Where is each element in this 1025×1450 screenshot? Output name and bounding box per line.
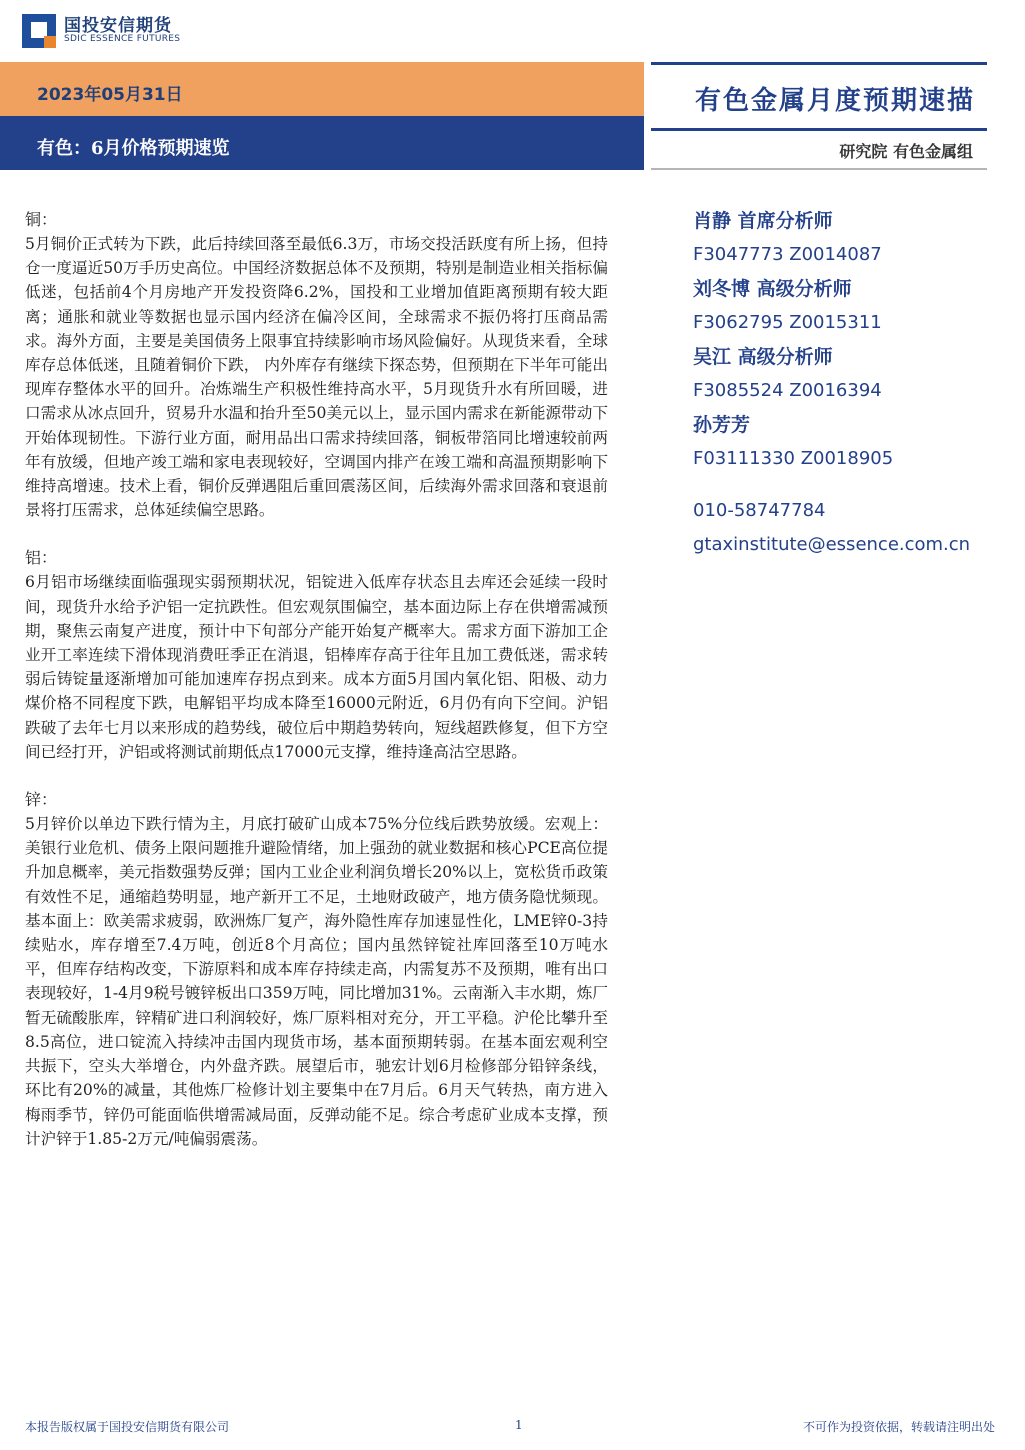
title-box bbox=[651, 62, 987, 128]
divider bbox=[651, 62, 987, 65]
section-heading: 铜： bbox=[25, 210, 58, 229]
section-text: 5月铜价正式转为下跌，此后持续回落至最低6.3万，市场交投活跃度有所上扬，但持仓一度逼近50万手历史高位。中国经济数据总体不及预期，特别是制造业相关指标偏低迷，包括前4个月房地产开发投资降6.2%，国投和工业增加值距离预期有较大距离；通胀和就业等数据也显示国内经济在偏冷区间，全球需求不振仍将打压商品需求。海外方面，主要是美国债务上限事宜持续影响市场风险偏好。从现货来看，全球库存总体低迷，且随着铜价下跌， 内外库存有继续下探态势，但预期在下半年可能出现库存整体水平的回升。冶炼端生产积极性维持高水平，5月现货升水有所回暖，进口需求从冰点回升，贸易升水温和抬升至50美元以上，显示国内需求在新能源带动下开始体现韧性。下游行业方面，耐用品出口需求持续回落，铜板带箔同比增速较前两年有放缓，但地产竣工端和家电表现较好，空调国内排产在竣工端和高温预期影响下维持高增速。技术上看，铜价反弹遇阻后重回震荡区间，后续海外需求回落和衰退前景将打压需求，总体延续偏空思路。 bbox=[25, 235, 608, 520]
analyst-entry bbox=[693, 412, 1013, 472]
analyst-license: F3085524 Z0016394 bbox=[693, 380, 882, 401]
analyst-sidebar bbox=[693, 208, 1013, 562]
section-heading: 铝： bbox=[25, 548, 58, 568]
contact-block bbox=[693, 494, 1013, 562]
analyst-license: F3047773 Z0014087 bbox=[693, 244, 882, 265]
divider bbox=[651, 128, 987, 131]
analyst-name: 刘冬博 高级分析师 bbox=[693, 278, 852, 300]
logo-name-cn: 国投安信期货 bbox=[64, 15, 172, 36]
department-label: 研究院 有色金属组 bbox=[839, 142, 973, 161]
logo-icon bbox=[22, 14, 56, 48]
section-zinc bbox=[25, 788, 608, 1151]
logo-name-en: SDIC ESSENCE FUTURES bbox=[64, 34, 181, 45]
report-date: 2023年05月31日 bbox=[37, 85, 183, 105]
analyst-name: 肖静 首席分析师 bbox=[693, 210, 833, 232]
report-subtitle: 有色：6月价格预期速览 bbox=[37, 138, 230, 159]
section-aluminum bbox=[25, 546, 608, 764]
contact-phone: 010-58747784 bbox=[693, 500, 826, 521]
contact-email[interactable]: gtaxinstitute@essence.com.cn bbox=[693, 534, 971, 555]
analyst-entry bbox=[693, 344, 1013, 404]
page-number: 1 bbox=[515, 1418, 523, 1432]
analyst-entry bbox=[693, 276, 1013, 336]
disclaimer-note: 不可作为投资依据，转载请注明出处 bbox=[802, 1420, 995, 1434]
report-body bbox=[25, 208, 608, 1175]
section-text: 6月铝市场继续面临强现实弱预期状况，铝锭进入低库存状态且去库还会延续一段时间，现货升水给予沪铝一定抗跌性。但宏观氛围偏空，基本面边际上存在供增需减预期，聚焦云南复产进度，预计中下旬部分产能开始复产概率大。需求方面下游加工企业开工率连续下滑体现消费旺季正在消退，铝棒库存高于往年且加工费低迷，需求转弱后铸锭量逐渐增加可能加速库存拐点到来。成本方面5月国内氧化铝、阳极、动力煤价格不同程度下跌，电解铝平均成本降至16000元附近，6月仍有向下空间。沪铝跌破了去年七月以来形成的趋势线，破位后中期趋势转向，短线超跌修复，但下方空间已经打开，沪铝或将测试前期低点17000元支撑，维持逢高沽空思路。 bbox=[25, 573, 608, 761]
section-heading: 锌： bbox=[25, 790, 58, 810]
section-copper bbox=[25, 208, 608, 522]
copyright-note: 本报告版权属于国投安信期货有限公司 bbox=[25, 1420, 230, 1434]
analyst-license: F3062795 Z0015311 bbox=[693, 312, 882, 333]
divider bbox=[651, 168, 987, 170]
analyst-name: 吴江 高级分析师 bbox=[693, 346, 833, 368]
analyst-name: 孙芳芳 bbox=[693, 414, 751, 436]
page-footer bbox=[25, 1418, 995, 1434]
section-text: 5月锌价以单边下跌行情为主，月底打破矿山成本75%分位线后跌势放缓。宏观上：美银行业危机、债务上限问题推升避险情绪，加上强劲的就业数据和核心PCE高位提升加息概率，美元指数强势反弹；国内工业企业利润负增长20%以上，宽松货币政策有效性不足，通缩趋势明显，地产新开工不足，土地财政破产，地方债务隐忧频现。基本面上：欧美需求疲弱，欧洲炼厂复产，海外隐性库存加速显性化，LME锌0-3持续贴水，库存增至7.4万吨，创近8个月高位；国内虽然锌锭社库回落至10万吨水平，但库存结构改变，下游原料和成本库存持续走高，内需复苏不及预期，唯有出口表现较好，1-4月9税号镀锌板出口359万吨，同比增加31%。云南渐入丰水期，炼厂暂无硫酸胀库，锌精矿进口利润较好，炼厂原料相对充分，开工平稳。沪伦比攀升至8.5高位，进口锭流入持续冲击国内现货市场，基本面预期转弱。在基本面宏观利空共振下，空头大举增仓，内外盘齐跌。展望后市，驰宏计划6月检修部分铅锌条线，环比有20%的减量，其他炼厂检修计划主要集中在7月后。6月天气转热，南方进入梅雨季节，锌仍可能面临供增需减局面，反弹动能不足。综合考虑矿业成本支撑，预计沪锌于1.85-2万元/吨偏弱震荡。 bbox=[25, 815, 608, 1148]
report-title: 有色金属月度预期速描 bbox=[694, 86, 975, 116]
analyst-entry bbox=[693, 208, 1013, 268]
company-logo bbox=[22, 14, 180, 48]
analyst-license: F03111330 Z0018905 bbox=[693, 448, 894, 469]
